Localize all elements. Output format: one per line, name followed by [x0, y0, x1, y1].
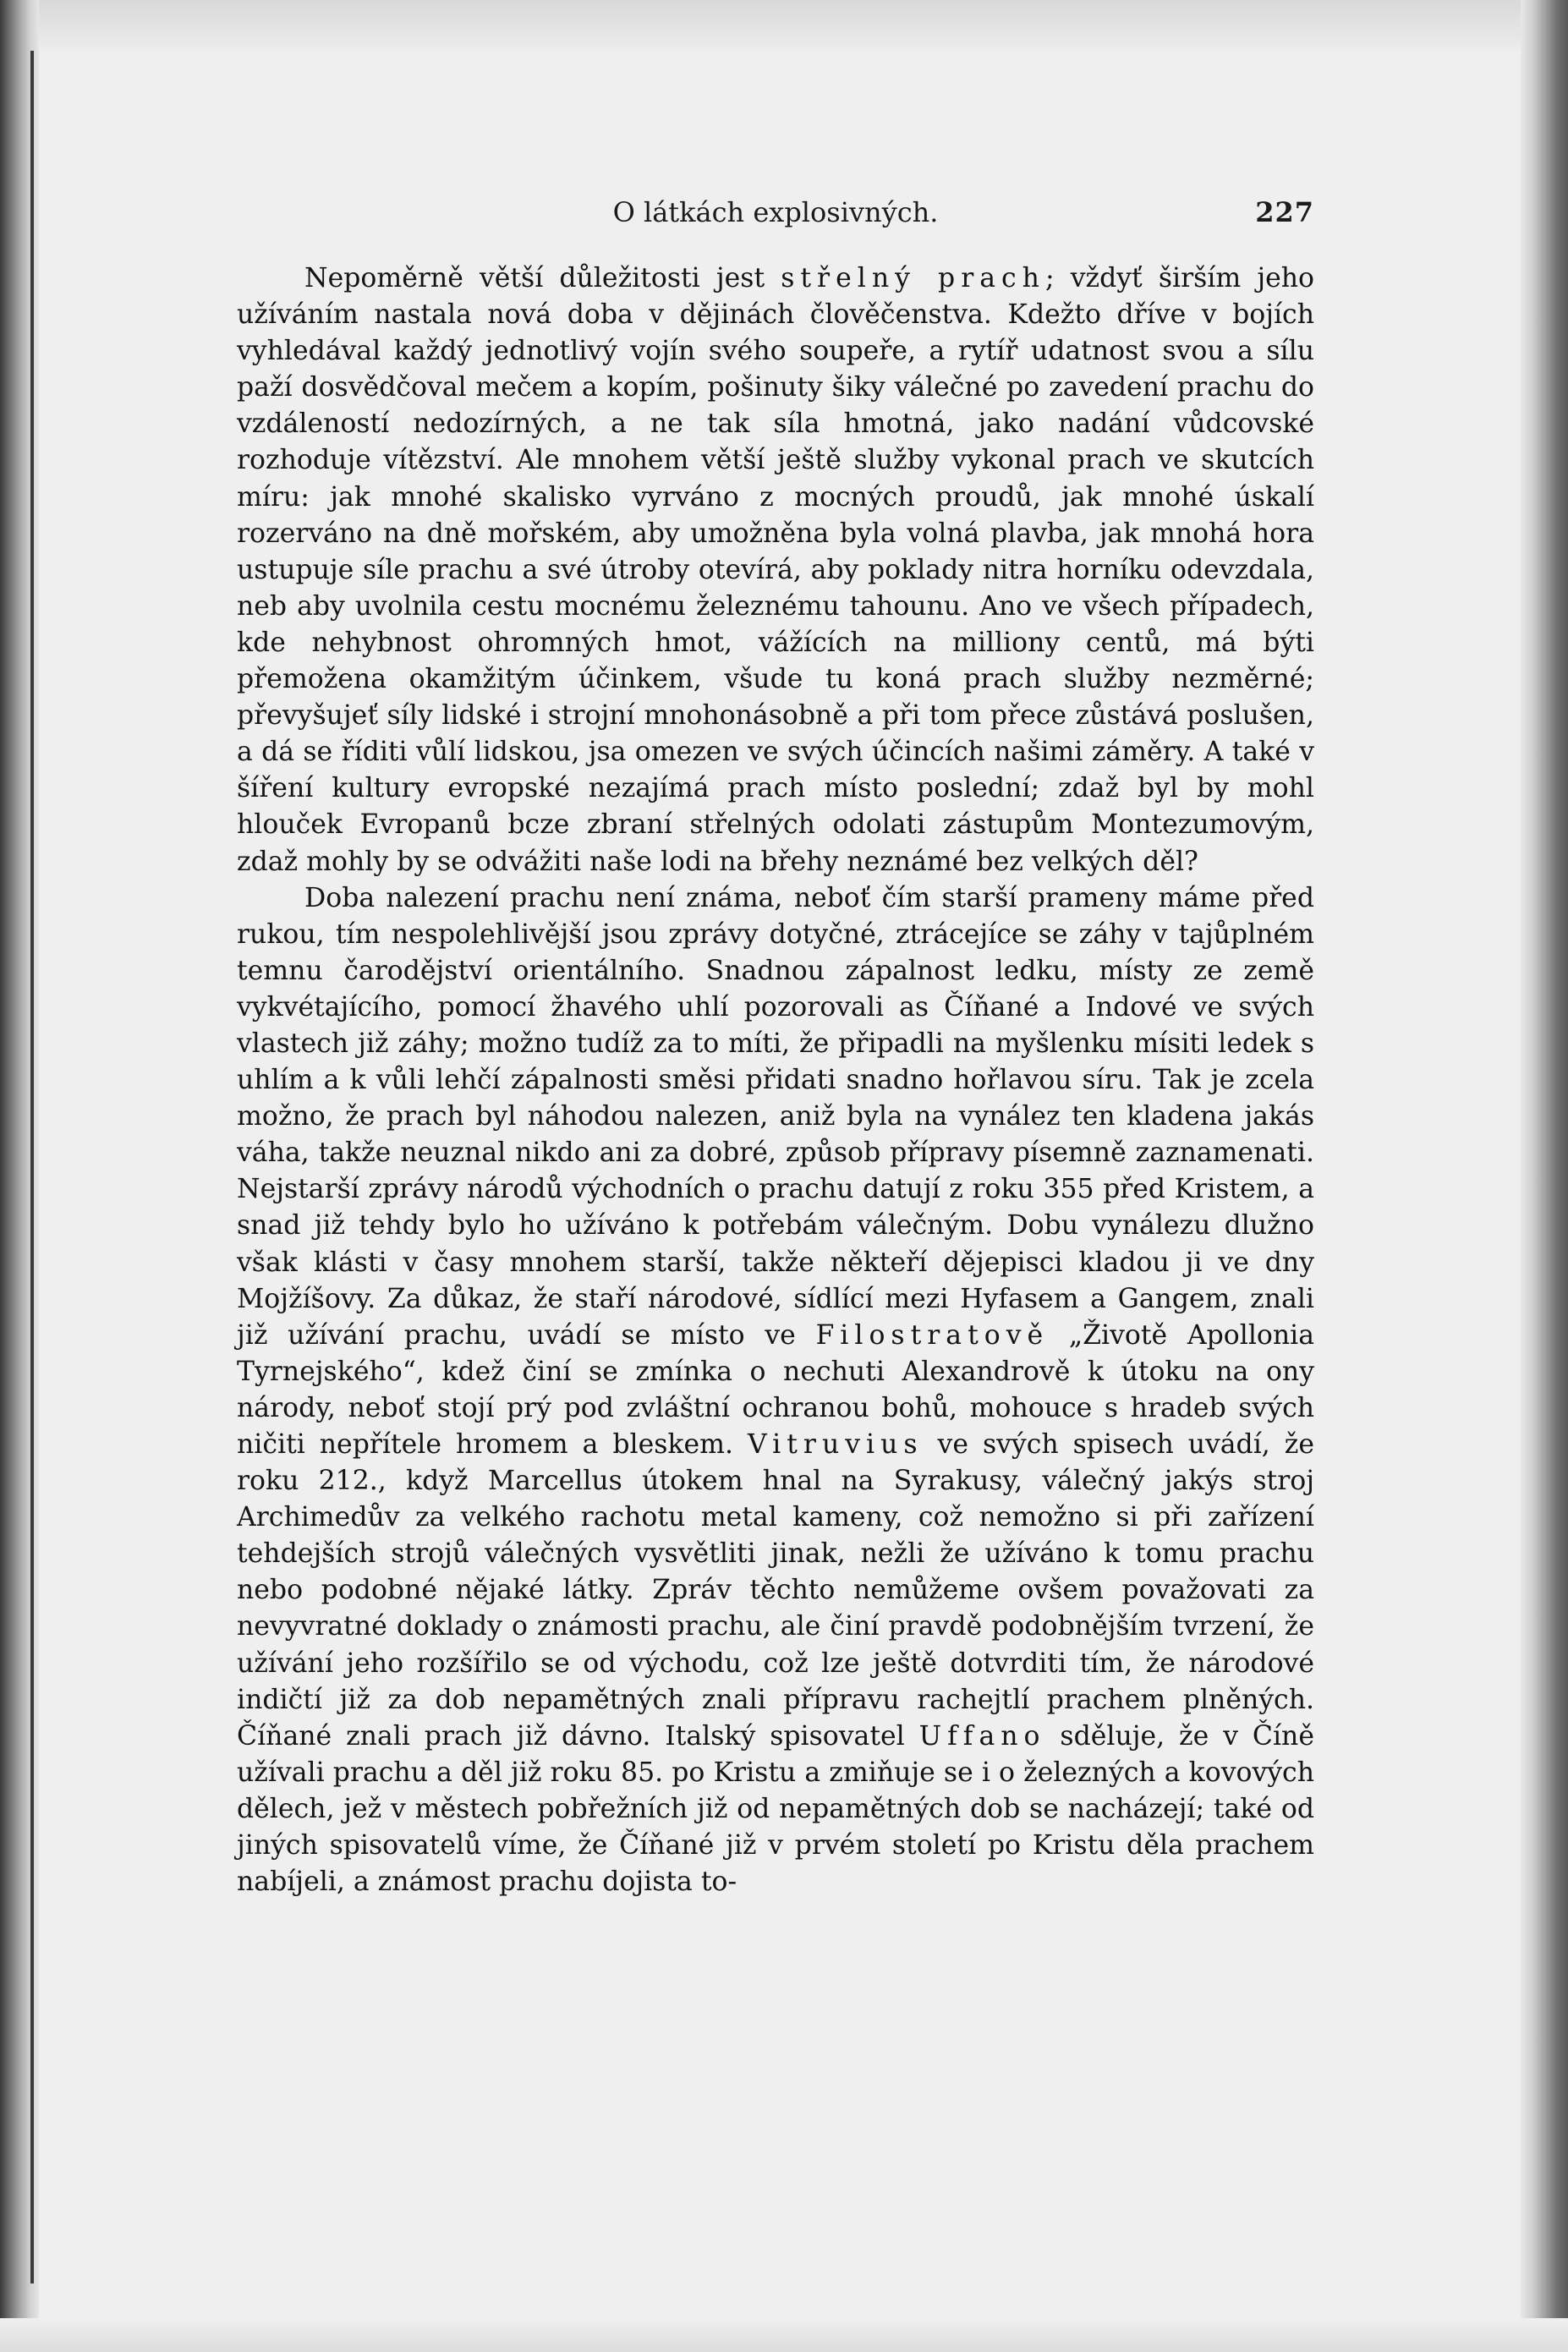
scan-top-shadow	[0, 0, 1568, 51]
emphasis-uffano: Uffano	[918, 1720, 1046, 1752]
book-page	[237, 186, 1314, 1900]
body-text	[237, 260, 1314, 1900]
scan-bottom-fade	[0, 2318, 1568, 2352]
page-number: 227	[1255, 196, 1314, 228]
emphasis-strelny-prach: střelný prach	[781, 263, 1045, 293]
paragraph-2-text-2: „Životě Apollonia Tyrnejského“, kdež činí se zmínka o nechuti Alexandrově k útoku na ony národy, neboť stojí prý pod zvláštní ochranou bohů, mohouce s hradeb svých ničiti nepřítele hromem a bleskem.	[237, 1319, 1315, 1460]
paragraph-1-text-2: ; vždyť širším jeho užíváním nastala nová doba v dějinách člověčenstva. Kdežto dříve v bojích vyhledával každý jednotlivý vojín svého soupeře, a rytíř udatnost svou a sílu paží dosvědčoval mečem a kopím, pošinuty šiky válečné po zavedení prachu do vzdáleností nedozírných, a ne tak síla hmotná, jako nadání vůdcovské rozhoduje vítězství. Ale mnohem větší ještě služby vykonal prach ve skutcích míru: jak mnohé skalisko vyrváno z mocných proudů, jak mnohé úskalí rozerváno na dně mořském, aby umožněna byla volná plavba, jak mnohá hora ustupuje síle prachu a své útroby otevírá, aby poklady nitra horníku odevzdala, neb aby uvolnila cestu mocnému železnému tahounu. Ano ve všech případech, kde nehybnost ohromných hmot, vážících na milliony centů, má býti přemožena okamžitým účinkem, všude tu koná prach služby nezměrné; převyšujeť síly lidské i strojní mnohonásobně a při tom přece zůstává poslušen, a dá se říditi vůlí lidskou, jsa omezen ve svých účincích našimi záměry. A také v šíření kultury evropské nezajímá prach místo poslední; zdaž byl by mohl hlouček Evropanů bcze zbraní střelných odolati zástupům Montezumovým, zdaž mohly by se odvážiti naše lodi na břehy neznámé bez velkých děl?	[237, 263, 1315, 877]
paragraph-2	[237, 880, 1314, 1901]
paragraph-2-text-1: Doba nalezení prachu není známa, neboť čím starší prameny máme před rukou, tím nespolehlivější jsou zprávy dotyčné, ztrácejíce se záhy v tajůplném temnu čarodějství orientálního. Snadnou zápalnost ledku, místy ze země vykvétajícího, pomocí žhavého uhlí pozorovali as Číňané a Indové ve svých vlastech již záhy; možno tudíž za to míti, že připadli na myšlenku mísiti ledek s uhlím a k vůli lehčí zápalnosti směsi přidati snadno hořlavou síru. Tak je zcela možno, že prach byl náhodou nalezen, aniž byla na vynález ten kladena jakás váha, takže neuznal nikdo ani za dobré, způsob přípravy písemně zaznamenati. Nejstarší zprávy národů východních o prachu datují z roku 355 před Kristem, a snad již tehdy bylo ho užíváno k potřebám válečným. Dobu vynálezu dlužno však klásti v časy mnohem starší, takže někteří dějepisci kladou ji ve dny Mojžíšovy. Za důkaz, že staří národové, sídlící mezi Hyfasem a Gangem, znali již užívání prachu, uvádí se místo ve	[237, 882, 1314, 1351]
emphasis-vitruvius: Vitruvius	[747, 1429, 924, 1460]
paragraph-1-text-1: Nepoměrně větší důležitosti jest	[304, 263, 781, 293]
page-header	[237, 186, 1314, 237]
running-title: O látkách explosivných.	[612, 196, 939, 228]
scan-right-shadow	[1521, 0, 1568, 2352]
paragraph-1	[237, 260, 1314, 880]
paragraph-2-text-4: sděluje, že v Číně užívali prachu a děl již roku 85. po Kristu a zmiňuje se i o železných a kovových dělech, jež v městech pobřežních již od nepamětných dob se nacházejí; také od jiných spisovatelů víme, že Číňané již v prvém století po Kristu děla prachem nabíjeli, a známost prachu dojista to-	[237, 1720, 1314, 1898]
emphasis-filostratove: Filostratově	[815, 1319, 1050, 1351]
binding-line	[30, 51, 34, 2283]
paragraph-2-text-3: ve svých spisech uvádí, že roku 212., když Marcellus útokem hnal na Syrakusy, válečný jakýs stroj Archimedův za velkého rachotu metal kameny, což nemožno si při zařízení tehdejších strojů válečných vysvětliti jinak, nežli že užíváno k tomu prachu nebo podobné nějaké látky. Zpráv těchto nemůžeme ovšem považovati za nevyvratné doklady o známosti prachu, ale činí pravdě podobnějším tvrzení, že užívání jeho rozšířilo se od východu, což lze ještě dotvrditi tím, že národové indičtí již za dob nepamětných znali přípravu rachejtlí prachem plněných. Číňané znali prach již dávno. Italský spisovatel	[237, 1429, 1315, 1752]
